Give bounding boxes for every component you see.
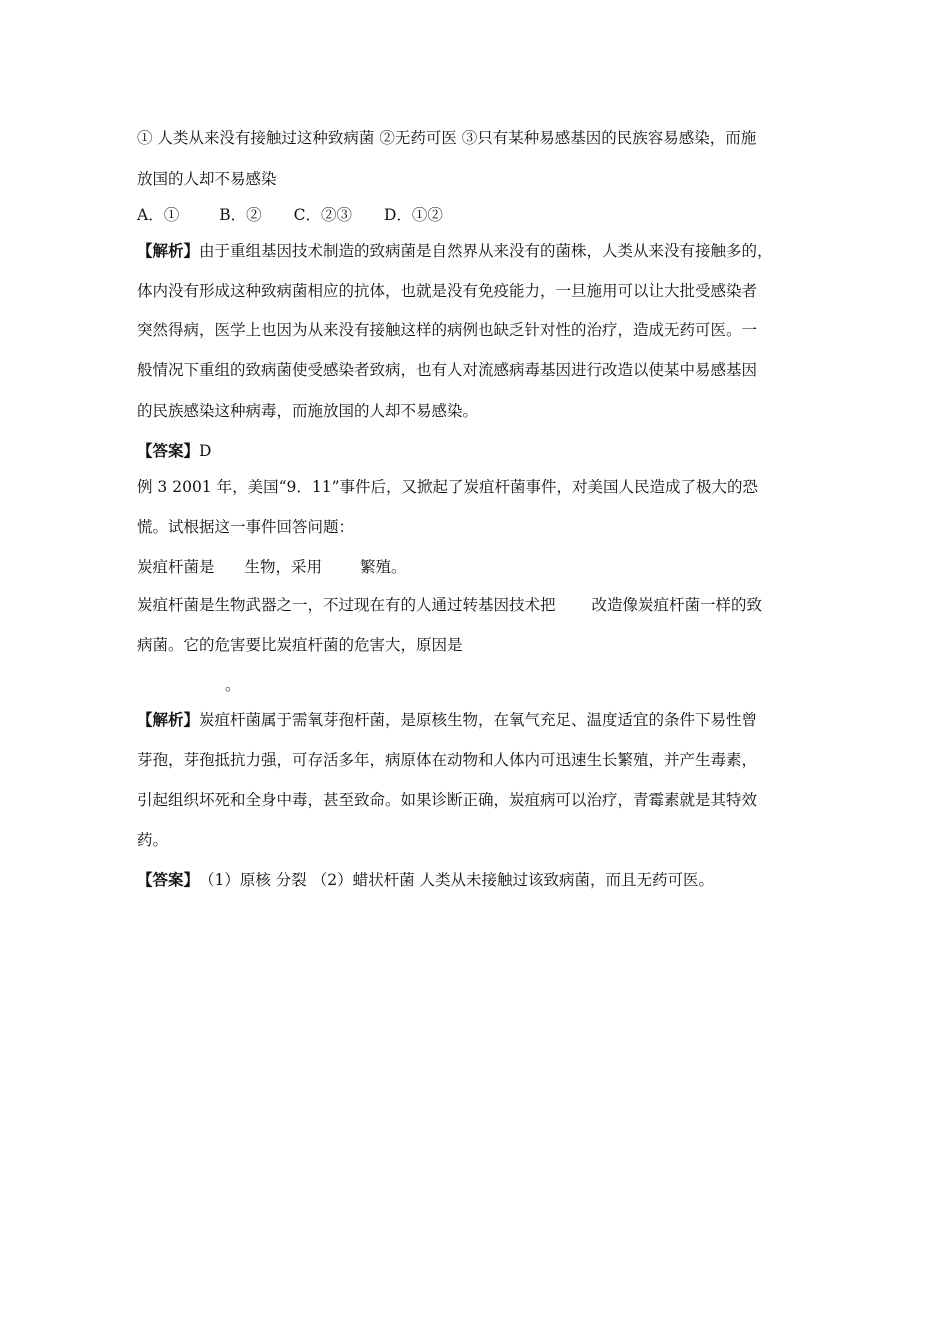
example3-analysis-line-3: 引起组织坏死和全身中毒，甚至致命。如果诊断正确，炭疽病可以治疗，青霉素就是其特效 [137,791,758,809]
options-line-2: 放国的人却不易感染 [137,170,277,188]
question-2-line-1 [137,595,762,615]
q1-part-1: 炭疽杆菌是 [137,558,215,576]
question-1-line [137,557,407,577]
question-2-end: 。 [225,676,241,694]
analysis-line-4: 般情况下重组的致病菌使受感染者致病，也有人对流感病毒基因进行改造以使某中易感基因 [137,361,758,379]
analysis-label: 【解析】 [137,710,200,729]
example3-answer-line [137,870,714,890]
choices-line [137,205,443,225]
answer-line [137,441,211,461]
example3-intro-line-2: 慌。试根据这一事件回答问题： [137,518,355,536]
example3-analysis-line-1 [137,710,757,730]
q1-part-3: 繁殖。 [360,558,407,576]
analysis-line-2: 体内没有形成这种致病菌相应的抗体，也就是没有免疫能力，一旦施用可以让大批受感染者 [137,282,758,300]
answer-label: 【答案】 [137,870,200,889]
choice-a: A．① [137,206,180,224]
analysis-line-5: 的民族感染这种病毒，而施放国的人却不易感染。 [137,402,479,420]
analysis-line-3: 突然得病，医学上也因为从来没有接触这样的病例也缺乏针对性的治疗，造成无药可医。一 [137,321,758,339]
choice-d: D．①② [383,206,443,224]
q2-part-2: 改造像炭疽杆菌一样的致 [591,596,763,614]
q2-part-1: 炭疽杆菌是生物武器之一，不过现在有的人通过转基因技术把 [137,596,556,614]
example3-analysis-line-2: 芽孢，芽孢抵抗力强，可存活多年，病原体在动物和人体内可迅速生长繁殖，并产生毒素， [137,751,758,769]
answer-value: D [199,442,212,460]
analysis-label: 【解析】 [137,241,200,260]
choice-b: B．② [219,206,262,224]
question-2-line-2: 病菌。它的危害要比炭疽杆菌的危害大，原因是 [137,636,463,654]
example3-intro-line-1: 例 3 2001 年，美国“9．11”事件后，又掀起了炭疽杆菌事件，对美国人民造成了极大的恐 [137,478,759,496]
example3-analysis-line-4: 药。 [137,831,169,849]
choice-c: C．②③ [293,206,352,224]
analysis-text: 由于重组基因技术制造的致病菌是自然界从来没有的菌株，人类从来没有接触多的， [199,242,773,260]
options-line-1: ① 人类从来没有接触过这种致病菌 ②无药可医 ③只有某种易感基因的民族容易感染，而施 [137,129,757,147]
q1-part-2: 生物，采用 [244,558,323,576]
analysis-text: 炭疽杆菌属于需氧芽孢杆菌，是原核生物，在氧气充足、温度适宜的条件下易性曾 [199,711,758,729]
analysis-line-1 [137,241,773,261]
answer-label: 【答案】 [137,441,200,460]
answer-value: （1）原核 分裂 （2）蜡状杆菌 人类从未接触过该致病菌，而且无药可医。 [199,871,715,889]
